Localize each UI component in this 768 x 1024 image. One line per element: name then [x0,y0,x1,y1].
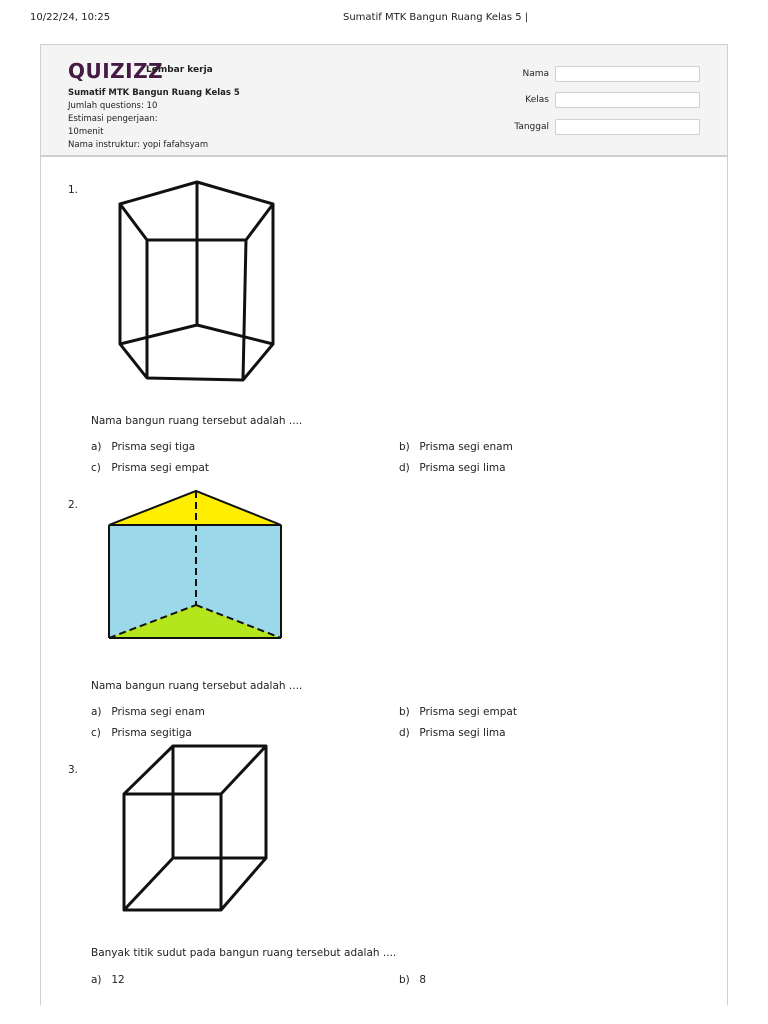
question-1-option-b[interactable]: b) Prisma segi enam [399,441,513,453]
question-3-option-a[interactable]: a) 12 [91,974,125,986]
nama-label: Nama [522,69,549,79]
worksheet-header [41,45,727,157]
question-2-option-b[interactable]: b) Prisma segi empat [399,706,517,718]
logo-subtitle: Lembar kerja [146,65,213,75]
kelas-label: Kelas [525,95,549,105]
question-3-number: 3. [68,764,79,776]
tanggal-field[interactable] [555,119,700,135]
question-1-option-a[interactable]: a) Prisma segi tiga [91,441,196,453]
question-2-number: 2. [68,499,79,511]
question-1-number: 1. [68,184,79,196]
question-2-option-d[interactable]: d) Prisma segi lima [399,727,506,739]
print-datetime: 10/22/24, 10:25 [30,12,111,23]
print-doc-title: Sumatif MTK Bangun Ruang Kelas 5 | [343,12,529,23]
question-1-option-d[interactable]: d) Prisma segi lima [399,462,506,474]
estimate-label: Estimasi pengerjaan: [68,114,158,124]
question-3-text: Banyak titik sudut pada bangun ruang tersebut adalah .... [91,947,397,959]
question-1-text: Nama bangun ruang tersebut adalah .... [91,415,303,427]
quizizz-logo: QUIZIZZ [68,59,164,83]
kelas-field[interactable] [555,92,700,108]
question-2-text: Nama bangun ruang tersebut adalah .... [91,680,303,692]
nama-field[interactable] [555,66,700,82]
question-count: Jumlah questions: 10 [68,101,158,111]
worksheet-title: Sumatif MTK Bangun Ruang Kelas 5 [68,88,240,98]
question-1-option-c[interactable]: c) Prisma segi empat [91,462,209,474]
question-3-option-b[interactable]: b) 8 [399,974,427,986]
estimate-value: 10menit [68,127,104,137]
triangular-prism-figure [106,488,286,643]
print-header [30,12,738,28]
question-2-option-a[interactable]: a) Prisma segi enam [91,706,205,718]
instructor-name: Nama instruktur: yopi fafahsyam [68,140,209,150]
cuboid-figure [118,742,273,917]
question-2-option-c[interactable]: c) Prisma segitiga [91,727,192,739]
pentagonal-prism-figure [110,176,285,388]
tanggal-label: Tanggal [514,122,549,132]
